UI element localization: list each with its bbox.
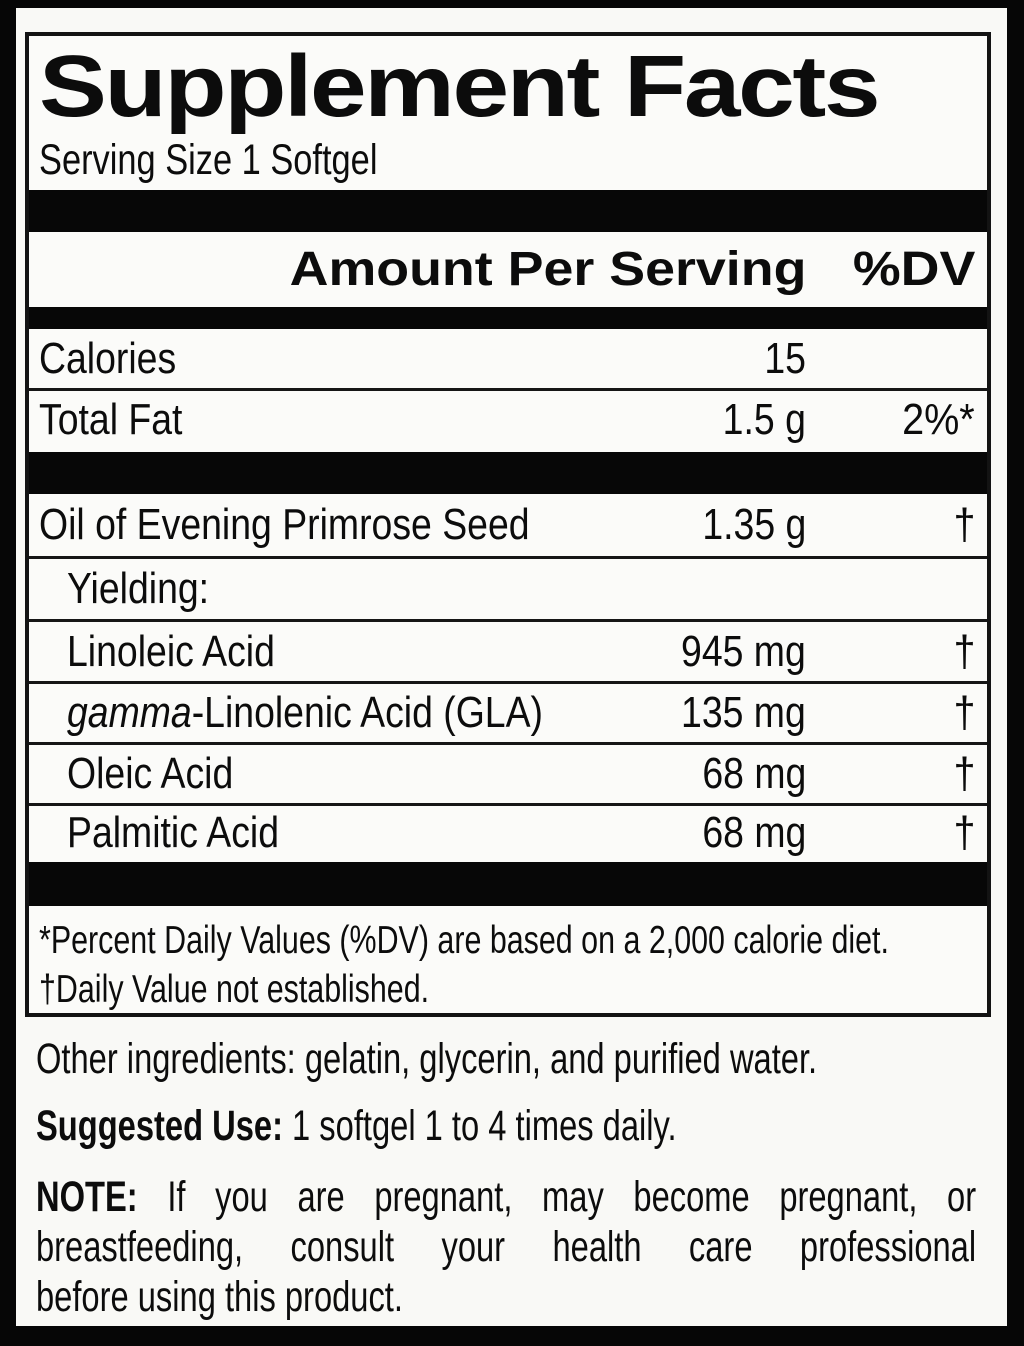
nutrient-name: Oleic Acid (67, 749, 234, 798)
nutrient-amount: 1.5 g (722, 395, 806, 444)
amount-per-serving-header: Amount Per Serving (289, 243, 806, 296)
supplement-label (16, 8, 1007, 1326)
serving-size (29, 132, 987, 190)
nutrient-amount: 945 mg (681, 627, 806, 676)
nutrient-name (67, 684, 543, 742)
nutrient-amount: 15 (764, 334, 806, 383)
divider-bar-thick (29, 190, 987, 232)
nutrient-row-calories (29, 329, 987, 391)
note-line-1: NOTE: If you are pregnant, may become pregnant, or (36, 1173, 977, 1221)
nutrient-amount: 1.35 g (702, 500, 806, 549)
nutrient-name-italic: gamma (67, 688, 192, 737)
nutrient-dv: 2%* (902, 395, 975, 444)
nutrient-name-rest: -Linolenic Acid (GLA) (191, 688, 544, 737)
nutrient-amount: 68 mg (702, 808, 806, 857)
nutrient-dv: † (952, 808, 975, 857)
note-label: NOTE: (36, 1173, 138, 1221)
note-paragraph (36, 1172, 976, 1322)
percent-dv-header: %DV (852, 243, 975, 296)
nutrient-row-total-fat (29, 391, 987, 452)
divider-bar-thick (29, 452, 987, 494)
nutrient-name: Linoleic Acid (67, 627, 275, 676)
nutrient-name: Total Fat (39, 395, 183, 444)
note-line-3: before using this product. (36, 1273, 403, 1321)
suggested-use-label: Suggested Use: (36, 1102, 283, 1150)
nutrient-row-evening-primrose-oil (29, 494, 987, 559)
nutrient-dv: † (952, 627, 975, 676)
nutrient-name: Oil of Evening Primrose Seed (39, 500, 530, 549)
supplement-facts-box (25, 32, 991, 1017)
title (29, 36, 987, 135)
footnote-daily-value: †Daily Value not established. (39, 968, 430, 1011)
footnotes (29, 906, 987, 1014)
other-ingredients: Other ingredients: gelatin, glycerin, and purified water. (36, 1035, 818, 1083)
nutrient-row-oleic-acid (29, 745, 987, 806)
nutrient-name: Palmitic Acid (67, 808, 280, 857)
nutrient-name: Calories (39, 334, 177, 383)
divider-bar-thick (29, 862, 987, 906)
serving-size-text: Serving Size 1 Softgel (39, 136, 378, 184)
nutrient-amount: 135 mg (681, 688, 806, 737)
nutrient-name: Yielding: (67, 564, 210, 613)
nutrient-row-palmitic-acid (29, 806, 987, 862)
footnote-percent-dv: *Percent Daily Values (%DV) are based on a 2,000 calorie diet. (39, 919, 889, 962)
suggested-use (36, 1102, 879, 1151)
note-line-2: breastfeeding, consult your health care professional (36, 1223, 977, 1271)
nutrient-dv: † (952, 749, 975, 798)
nutrient-row-gla (29, 684, 987, 745)
title-text: Supplement Facts (39, 38, 879, 135)
suggested-use-text: 1 softgel 1 to 4 times daily. (282, 1102, 677, 1150)
nutrient-row-yielding (29, 559, 987, 622)
nutrient-dv: † (952, 500, 975, 549)
nutrient-amount: 68 mg (702, 749, 806, 798)
divider-bar-medium (29, 307, 987, 329)
nutrient-row-linoleic-acid (29, 622, 987, 684)
nutrient-dv: † (952, 688, 975, 737)
column-header-row (29, 232, 987, 307)
